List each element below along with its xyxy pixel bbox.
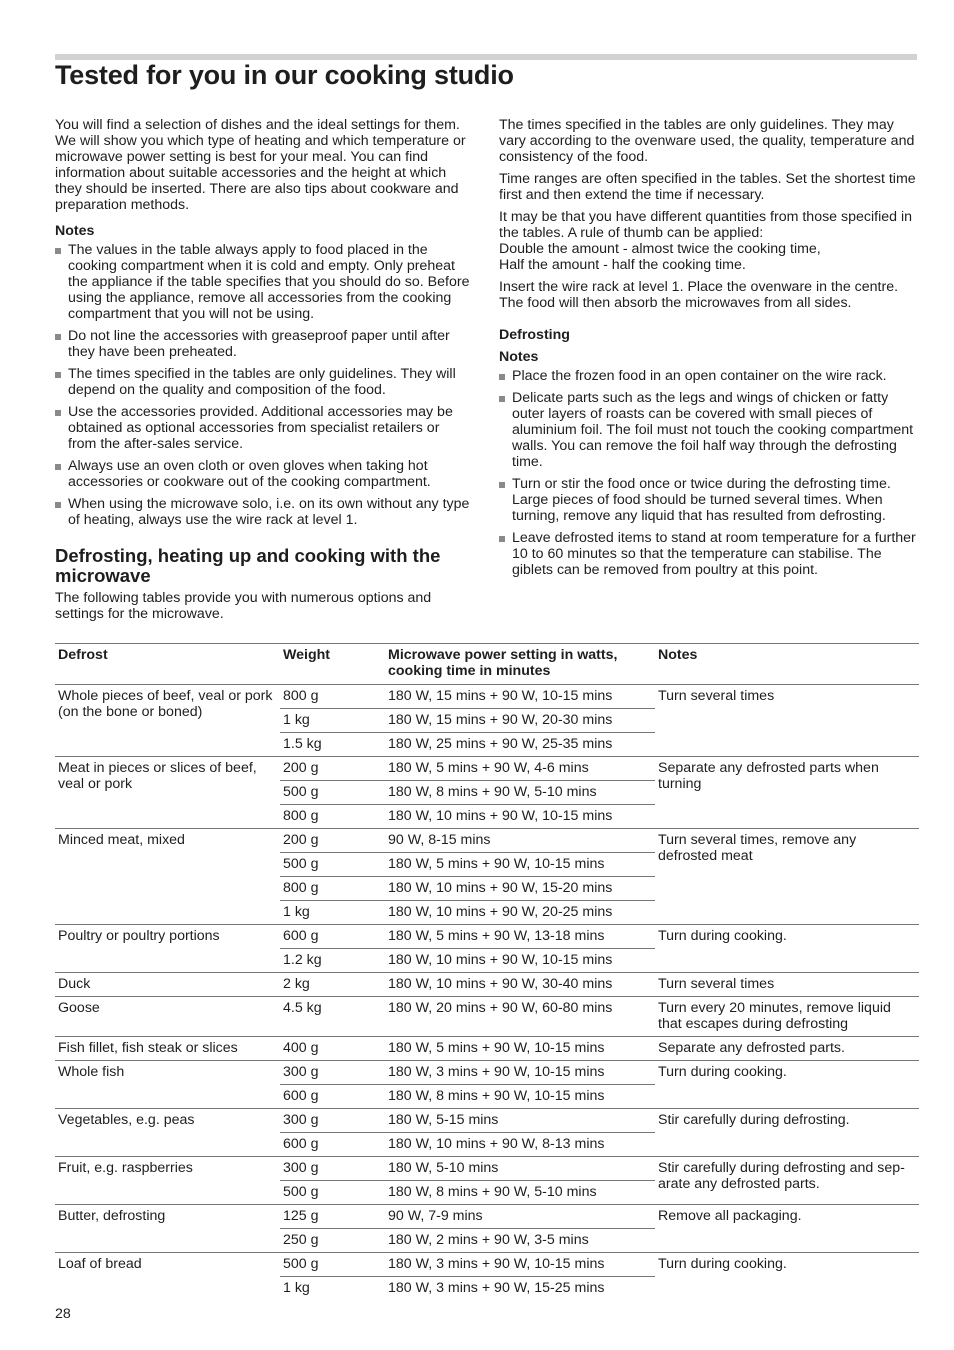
rule-of-thumb: It may be that you have different quantities from those specified in the tables. A rule of thumb can be applied: — [499, 209, 912, 241]
note-item: Do not line the accessories with greaseproof paper until after they have been preheated. — [55, 328, 471, 360]
defrosting-note-item: Delicate parts such as the legs and wings of chicken or fatty outer layers of roasts can be covered with small pieces of aluminium foil. The foil must not touch the cooking compartment walls. You can remove the foil half way through the defrosting time. — [499, 390, 917, 470]
setting-cell: 180 W, 10 mins + 90 W, 10-15 mins — [385, 805, 655, 829]
setting-cell: 180 W, 8 mins + 90 W, 5-10 mins — [385, 781, 655, 805]
weight-cell: 300 g — [280, 1157, 385, 1181]
defrosting-note-item: Place the frozen food in an open container on the wire rack. — [499, 368, 917, 384]
table-row — [55, 1157, 919, 1181]
setting-cell: 180 W, 5-10 mins — [385, 1157, 655, 1181]
note-item: Use the accessories provided. Additional accessories may be obtained as optional accessories from specialist retailers or from the after-sales service. — [55, 404, 471, 452]
defrosting-note-item: Leave defrosted items to stand at room temperature for a further 10 to 60 minutes so that the temperature can stabilise. The giblets can be removed from poultry at this point. — [499, 530, 917, 578]
notes-cell: Remove all packaging. — [655, 1205, 919, 1253]
guideline-paragraph: The times specified in the tables are only guidelines. They may vary according to the ovenware used, the quality, temperature and consistency of the food. — [499, 117, 915, 165]
weight-cell: 200 g — [280, 829, 385, 853]
notes-cell: Turn every 20 minutes, remove liquid that escapes during defrosting — [655, 997, 919, 1037]
weight-cell: 500 g — [280, 1181, 385, 1205]
weight-cell: 500 g — [280, 853, 385, 877]
setting-cell: 180 W, 10 mins + 90 W, 10-15 mins — [385, 949, 655, 973]
food-cell: Duck — [55, 973, 280, 997]
setting-cell: 180 W, 3 mins + 90 W, 15-25 mins — [385, 1277, 655, 1301]
setting-cell: 180 W, 10 mins + 90 W, 8-13 mins — [385, 1133, 655, 1157]
weight-cell: 300 g — [280, 1061, 385, 1085]
weight-cell: 1 kg — [280, 1277, 385, 1301]
setting-cell: 180 W, 10 mins + 90 W, 30-40 mins — [385, 973, 655, 997]
weight-cell: 1 kg — [280, 709, 385, 733]
weight-cell: 500 g — [280, 1253, 385, 1277]
notes-list — [55, 242, 471, 528]
weight-cell: 1.5 kg — [280, 733, 385, 757]
food-cell: Butter, defrosting — [55, 1205, 280, 1253]
food-cell: Meat in pieces or slices of beef, veal or pork — [55, 757, 280, 829]
table-row — [55, 757, 919, 781]
table-row — [55, 925, 919, 949]
wire-rack-paragraph: Insert the wire rack at level 1. Place the ovenware in the centre. The food will then absorb the microwaves from all sides. — [499, 279, 899, 311]
setting-cell: 180 W, 15 mins + 90 W, 10-15 mins — [385, 685, 655, 709]
notes-cell: Turn during cooking. — [655, 925, 919, 973]
quantity-paragraph — [499, 209, 917, 273]
defrosting-notes-heading: Notes — [499, 349, 539, 365]
section-heading: Defrosting, heating up and cooking with the microwave — [55, 545, 441, 586]
weight-cell: 400 g — [280, 1037, 385, 1061]
food-cell: Fruit, e.g. raspberries — [55, 1157, 280, 1205]
header-weight: Weight — [280, 644, 385, 685]
setting-cell: 180 W, 25 mins + 90 W, 25-35 mins — [385, 733, 655, 757]
page-title: Tested for you in our cooking studio — [55, 60, 514, 90]
setting-cell: 180 W, 5 mins + 90 W, 10-15 mins — [385, 853, 655, 877]
food-cell: Whole pieces of beef, veal or pork (on the bone or boned) — [55, 685, 280, 757]
defrosting-heading: Defrosting — [499, 327, 570, 343]
defrosting-note-item: Turn or stir the food once or twice during the defrosting time. Large pieces of food should be turned several times. When turning, remove any liquid that has resulted from defrosting. — [499, 476, 917, 524]
double-amount: Double the amount - almost twice the cooking time, — [499, 241, 821, 257]
food-cell: Poultry or poultry portions — [55, 925, 280, 973]
section-intro: The following tables provide you with numerous options and settings for the microwave. — [55, 590, 432, 622]
setting-cell: 180 W, 20 mins + 90 W, 60-80 mins — [385, 997, 655, 1037]
defrost-table — [55, 643, 919, 1300]
weight-cell: 1 kg — [280, 901, 385, 925]
notes-cell: Stir carefully during defrosting. — [655, 1109, 919, 1157]
food-cell: Fish fillet, fish steak or slices — [55, 1037, 280, 1061]
left-column — [55, 117, 471, 628]
setting-cell: 180 W, 5 mins + 90 W, 10-15 mins — [385, 1037, 655, 1061]
notes-cell: Turn several times — [655, 685, 919, 757]
weight-cell: 125 g — [280, 1205, 385, 1229]
defrosting-notes-list — [499, 368, 917, 578]
page-number: 28 — [55, 1306, 71, 1322]
intro-paragraph: You will find a selection of dishes and the ideal settings for them. We will show you which type of heating and which temperature or microwave power setting is best for your meal. You can find information about suitable accessories and the height at which they should be inserted. There are also tips about cookware and preparation methods. — [55, 117, 466, 213]
setting-cell: 180 W, 5 mins + 90 W, 4-6 mins — [385, 757, 655, 781]
notes-heading: Notes — [55, 223, 95, 239]
weight-cell: 800 g — [280, 877, 385, 901]
setting-cell: 90 W, 7-9 mins — [385, 1205, 655, 1229]
notes-cell: Turn during cooking. — [655, 1253, 919, 1301]
notes-cell: Turn several times — [655, 973, 919, 997]
weight-cell: 500 g — [280, 781, 385, 805]
setting-cell: 90 W, 8-15 mins — [385, 829, 655, 853]
table-body — [55, 685, 919, 1301]
notes-cell: Separate any defrosted parts when turning — [655, 757, 919, 829]
header-defrost: Defrost — [55, 644, 280, 685]
food-cell: Vegetables, e.g. peas — [55, 1109, 280, 1157]
note-item: When using the microwave solo, i.e. on its own without any type of heating, always use the wire rack at level 1. — [55, 496, 471, 528]
table-row — [55, 829, 919, 853]
table-row — [55, 997, 919, 1037]
food-cell: Goose — [55, 997, 280, 1037]
notes-cell: Stir carefully during defrosting and sep-arate any defrosted parts. — [655, 1157, 919, 1205]
setting-cell: 180 W, 10 mins + 90 W, 20-25 mins — [385, 901, 655, 925]
note-item: The values in the table always apply to food placed in the cooking compartment when it is cold and empty. Only preheat the appliance if the table specifies that you should do so. Before using the appliance, remove all accessories from the cooking compartment that you will not be using. — [55, 242, 471, 322]
notes-cell: Turn several times, remove any defrosted meat — [655, 829, 919, 925]
weight-cell: 250 g — [280, 1229, 385, 1253]
weight-cell: 800 g — [280, 805, 385, 829]
right-column — [499, 117, 917, 584]
table-row — [55, 1061, 919, 1085]
note-item: The times specified in the tables are only guidelines. They will depend on the quality and composition of the food. — [55, 366, 471, 398]
notes-cell: Turn during cooking. — [655, 1061, 919, 1109]
weight-cell: 200 g — [280, 757, 385, 781]
weight-cell: 600 g — [280, 1133, 385, 1157]
setting-cell: 180 W, 5 mins + 90 W, 13-18 mins — [385, 925, 655, 949]
food-cell: Minced meat, mixed — [55, 829, 280, 925]
setting-cell: 180 W, 8 mins + 90 W, 10-15 mins — [385, 1085, 655, 1109]
table-row — [55, 973, 919, 997]
table-header-row — [55, 644, 919, 685]
setting-cell: 180 W, 10 mins + 90 W, 15-20 mins — [385, 877, 655, 901]
note-item: Always use an oven cloth or oven gloves when taking hot accessories or cookware out of the cooking compartment. — [55, 458, 471, 490]
weight-cell: 300 g — [280, 1109, 385, 1133]
notes-cell: Separate any defrosted parts. — [655, 1037, 919, 1061]
table-row — [55, 685, 919, 709]
table-row — [55, 1205, 919, 1229]
weight-cell: 600 g — [280, 1085, 385, 1109]
header-setting: Microwave power setting in watts, cooking time in minutes — [385, 644, 655, 685]
table-row — [55, 1037, 919, 1061]
setting-cell: 180 W, 5-15 mins — [385, 1109, 655, 1133]
setting-cell: 180 W, 15 mins + 90 W, 20-30 mins — [385, 709, 655, 733]
food-cell: Loaf of bread — [55, 1253, 280, 1301]
food-cell: Whole fish — [55, 1061, 280, 1109]
weight-cell: 800 g — [280, 685, 385, 709]
setting-cell: 180 W, 3 mins + 90 W, 10-15 mins — [385, 1061, 655, 1085]
weight-cell: 1.2 kg — [280, 949, 385, 973]
table-row — [55, 1109, 919, 1133]
weight-cell: 4.5 kg — [280, 997, 385, 1037]
setting-cell: 180 W, 3 mins + 90 W, 10-15 mins — [385, 1253, 655, 1277]
header-notes: Notes — [655, 644, 919, 685]
table-row — [55, 1253, 919, 1277]
weight-cell: 2 kg — [280, 973, 385, 997]
setting-cell: 180 W, 8 mins + 90 W, 5-10 mins — [385, 1181, 655, 1205]
setting-cell: 180 W, 2 mins + 90 W, 3-5 mins — [385, 1229, 655, 1253]
weight-cell: 600 g — [280, 925, 385, 949]
half-amount: Half the amount - half the cooking time. — [499, 257, 746, 273]
time-range-paragraph: Time ranges are often specified in the tables. Set the shortest time first and then extend the time if necessary. — [499, 171, 916, 203]
